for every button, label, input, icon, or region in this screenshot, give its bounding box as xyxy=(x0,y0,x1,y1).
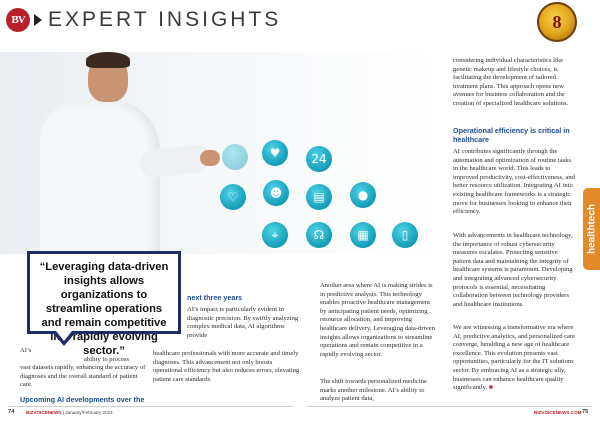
location-icon: ⌖ xyxy=(262,222,288,248)
footer-right xyxy=(534,410,581,415)
col4-paragraph-4-text: We are witnessing a transformative era where AI, predictive analytics, and personalized care converge, heralding a new age of healthcare excellence. This evolution presents vast opportunities, particularly for the IT solutions sector. By embracing AI as a strategic ally, businesses can enhance healthcare quality significantly. xyxy=(453,324,576,392)
footer-divider-right xyxy=(307,406,592,407)
doctor-figure xyxy=(40,100,160,254)
user-icon: ● xyxy=(350,182,376,208)
col3-paragraph-1: Another area where AI is making strides is in predictive analysis. This technology enables proactive healthcare management by anticipating patient needs, optimizing resource allocation, and improving healthcare delivery. Leveraging data-driven insights allows organizations to streamline operations and remain competitive in a rapidly evolving sector. xyxy=(320,282,435,358)
faint-circle-icon xyxy=(222,144,248,170)
headset-icon: ☊ xyxy=(306,222,332,248)
page-number-right: 75 xyxy=(582,409,589,415)
col1-line1: AI’s xyxy=(20,347,32,354)
col2-heading: next three years xyxy=(187,293,243,302)
heart-icon: ♥ xyxy=(262,140,288,166)
col4-paragraph-4 xyxy=(453,324,577,393)
brand-logo: BV xyxy=(6,8,30,32)
col4-paragraph-3: With advancements in healthcare technology, the importance of robust cybersecurity measures escalates. Protecting sensitive patient data and maintaining the integrity of healthcare systems is paramount. Developing and integrating advanced cybersecurity protocols is essential, necessitating collaboration between technology providers and healthcare institutions. xyxy=(453,232,573,308)
col4-paragraph-2: AI contributes significantly through the automation and optimization of routine tasks in the healthcare world. This leads to improved productivity, cost-effectiveness, and better resource utilization. Integrating AI into existing healthcare frameworks is a strategic move for businesses looking to enhance their efficiency. xyxy=(453,148,575,216)
footer-magazine: BIZVOICENEWS xyxy=(26,410,62,415)
footer-divider-left xyxy=(8,406,293,407)
side-tab-label: healthtech xyxy=(586,203,597,255)
pull-quote: “Leveraging data-driven insights allows organizations to streamline operations and remain competitive in a rapidly evolving sector.” xyxy=(27,251,181,334)
quote-tail-inner xyxy=(56,331,72,341)
plus-24-icon: 24 xyxy=(306,146,332,172)
col2-paragraph-narrow: AI’s impact is particularly evident in diagnostic precision. By swiftly analyzing complex medical data, AI algorithms provide xyxy=(187,306,299,339)
end-mark-icon: ■ xyxy=(488,384,493,392)
heartbeat-icon: ♡ xyxy=(220,184,246,210)
calendar-icon: ▦ xyxy=(350,222,376,248)
col1-line2: ability to process xyxy=(84,356,130,363)
col3-paragraph-2: The shift towards personalized medicine marks another milestone. AI’s ability to analyze patient data, xyxy=(320,378,427,403)
people-icon: ☻ xyxy=(263,180,289,206)
tablet-icon: ▯ xyxy=(392,222,418,248)
footer-issue: | January/February 2024 xyxy=(62,410,113,415)
id-badge-icon: ▤ xyxy=(306,184,332,210)
anniversary-badge xyxy=(537,2,577,42)
page-number-left: 74 xyxy=(8,409,15,415)
section-side-tab xyxy=(583,188,600,270)
col1-subheading: Upcoming AI developments over the xyxy=(20,395,145,404)
section-title: EXPERT INSIGHTS xyxy=(48,8,282,31)
footer-left xyxy=(26,410,113,415)
col2-paragraph-wide: healthcare professionals with more accurate and timely diagnoses. This advancement not only boosts operational efficiency but also reduces errors, elevating patient care standards. xyxy=(153,350,300,383)
col4-subheading: Operational efficiency is critical in healthcare xyxy=(453,126,570,144)
doctor-hand xyxy=(200,150,220,166)
anniversary-number: 8 xyxy=(552,11,562,32)
col1-paragraph: vast datasets rapidly, enhancing the accuracy of diagnoses and the overall standard of patient care. xyxy=(20,364,146,389)
doctor-hair xyxy=(86,52,130,68)
hero-image xyxy=(0,52,442,254)
col4-paragraph-1: considering individual characteristics like genetic makeup and lifestyle choices, is facilitating the development of tailored treatment plans. This approach opens new avenues for business collaboration and the creation of specialized healthcare solutions. xyxy=(453,57,569,107)
footer-site: BIZVOICENEWS.COM xyxy=(534,410,582,415)
play-arrow-icon xyxy=(34,14,42,26)
